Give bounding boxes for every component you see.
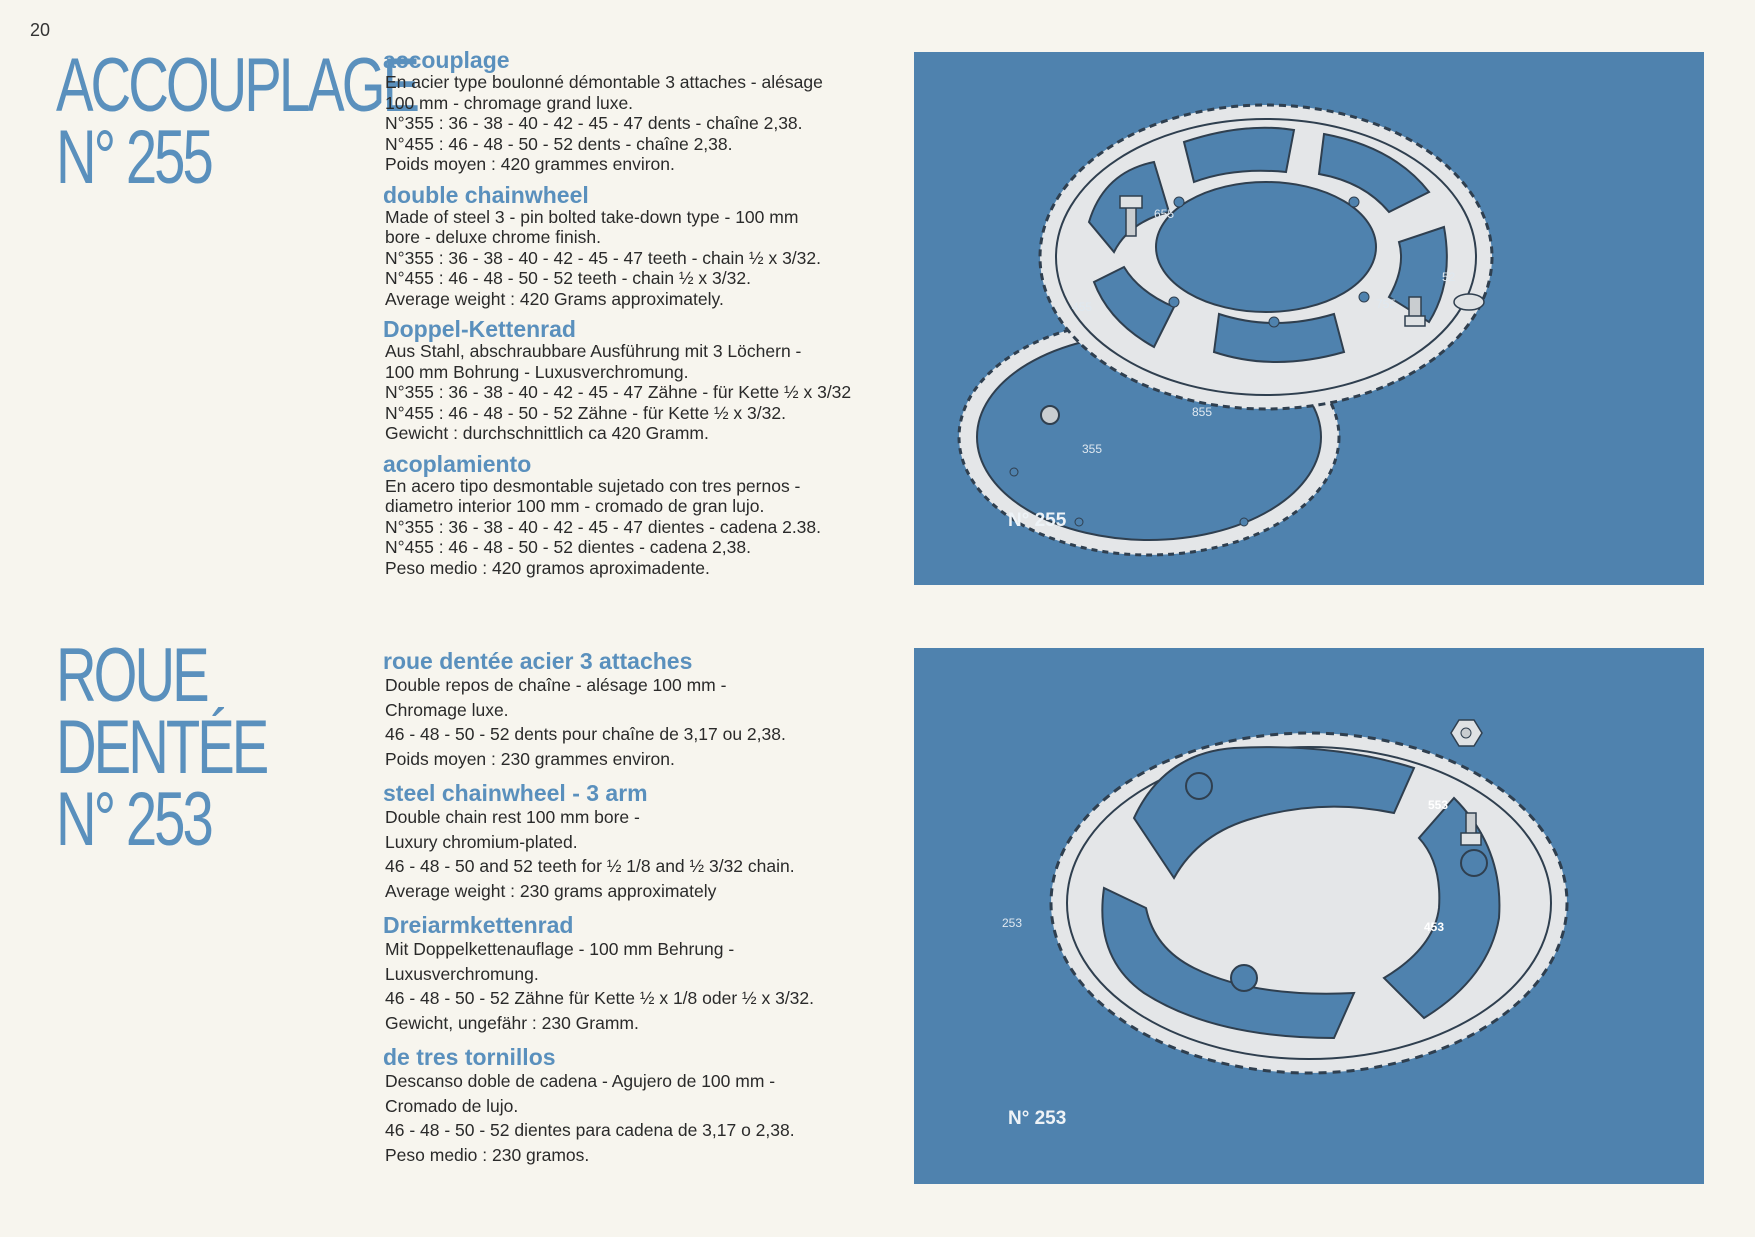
text-line: Luxusverchromung. (385, 963, 539, 984)
section-heading-en: steel chainwheel - 3 arm (383, 780, 648, 806)
text-line: 46 - 48 - 50 - 52 Zähne für Kette ½ x 1/8 oder ½ x 3/32. (385, 988, 815, 1008)
text-line: Chromage luxe. (385, 699, 509, 720)
section-body-es (385, 476, 903, 579)
chainwheel-253-drawing (914, 648, 1704, 1184)
section-heading-de: Dreiarmkettenrad (383, 912, 574, 938)
text-line: N°355 : 36 - 38 - 40 - 42 - 45 - 47 Zähne - für Kette ½ x 3/32 (385, 382, 852, 402)
section-body-fr (385, 72, 903, 175)
part-label-453: 453 (1424, 920, 1445, 934)
product-253-description (383, 645, 903, 1177)
text-line: Aus Stahl, abschraubbare Ausführung mit 3 Löchern - (385, 341, 802, 361)
title-line: ROUE (56, 633, 207, 718)
text-line: N°455 : 46 - 48 - 50 - 52 teeth - chain ½ x 3/32. (385, 268, 751, 288)
text-line: Peso medio : 230 gramos. (385, 1144, 590, 1165)
text-line: Poids moyen : 420 grammes environ. (385, 154, 675, 174)
part-label-52: 52 (1442, 270, 1456, 284)
text-line: bore - deluxe chrome finish. (385, 227, 601, 247)
text-line: 46 - 48 - 50 - 52 dents pour chaîne de 3,17 ou 2,38. (385, 724, 786, 744)
part-label-253: 253 (1002, 916, 1023, 930)
text-line: Average weight : 230 grams approximately (385, 880, 717, 901)
section-heading-en: double chainwheel (383, 181, 589, 208)
section-heading-fr: accouplage (383, 47, 510, 73)
text-line: N°455 : 46 - 48 - 50 - 52 dents - chaîne 2,38. (385, 133, 733, 154)
section-heading-fr: roue dentée acier 3 attaches (383, 648, 693, 674)
part-label-455: 455 (1072, 300, 1093, 314)
section-heading-es: de tres tornillos (383, 1044, 556, 1070)
text-line: Descanso doble de cadena - Agujero de 100 mm - (385, 1071, 776, 1091)
text-line: Poids moyen : 230 grammes environ. (385, 748, 675, 769)
text-line: N°355 : 36 - 38 - 40 - 42 - 45 - 47 teeth - chain ½ x 3/32. (385, 247, 821, 268)
product-255-illustration (914, 52, 1704, 585)
part-label-655: 655 (1154, 207, 1175, 221)
section-heading-de: Doppel-Kettenrad (383, 316, 576, 342)
product-title-253 (56, 633, 267, 862)
text-line: Double chain rest 100 mm bore - (385, 807, 640, 827)
part-label-553: 553 (1428, 798, 1449, 812)
title-line: ACCOUPLAGE (56, 43, 418, 128)
section-body-de (385, 937, 903, 1035)
text-line: Gewicht, ungefähr : 230 Gramm. (385, 1012, 639, 1033)
product-255-description (383, 48, 903, 586)
text-line: En acero tipo desmontable sujetado con tres pernos - (385, 475, 801, 496)
text-line: Cromado de lujo. (385, 1095, 519, 1116)
text-line: Double repos de chaîne - alésage 100 mm - (385, 675, 727, 695)
text-line: Made of steel 3 - pin bolted take-down type - 100 mm (385, 206, 799, 227)
chainring-253 (1051, 720, 1567, 1073)
title-line: N° 253 (56, 777, 211, 862)
text-line: N°355 : 36 - 38 - 40 - 42 - 45 - 47 dents - chaîne 2,38. (385, 113, 803, 133)
text-line: Average weight : 420 Grams approximately. (385, 288, 724, 309)
title-line: N° 255 (56, 115, 211, 200)
text-line: N°355 : 36 - 38 - 40 - 42 - 45 - 47 dientes - cadena 2.38. (385, 516, 822, 537)
image-caption: N° 255 (1008, 510, 1067, 531)
product-253-illustration (914, 648, 1704, 1184)
image-caption: N° 253 (1008, 1108, 1067, 1129)
page-number: 20 (30, 20, 51, 40)
title-line: DENTÉE (56, 705, 267, 790)
section-body-en (385, 805, 903, 903)
text-line: Luxury chromium-plated. (385, 831, 578, 852)
section-heading-es: acoplamiento (383, 450, 532, 477)
large-chainring-455 (1040, 105, 1492, 409)
text-line: N°455 : 46 - 48 - 50 - 52 Zähne - für Kette ½ x 3/32. (385, 402, 786, 423)
text-line: diametro interior 100 mm - cromado de gran lujo. (385, 496, 765, 516)
section-body-fr (385, 673, 903, 771)
part-label-355: 355 (1082, 442, 1103, 456)
text-line: 46 - 48 - 50 - 52 dientes para cadena de 3,17 o 2,38. (385, 1120, 795, 1140)
part-label-755: 755 (1376, 297, 1397, 311)
text-line: 100 mm - chromage grand luxe. (385, 92, 634, 113)
text-line: Peso medio : 420 gramos aproximadente. (385, 557, 710, 578)
text-line: N°455 : 46 - 48 - 50 - 52 dientes - cadena 2,38. (385, 537, 751, 557)
section-body-es (385, 1069, 903, 1167)
section-body-en (385, 207, 903, 310)
text-line: Gewicht : durchschnittlich ca 420 Gramm. (385, 423, 709, 443)
chainwheel-255-drawing (914, 52, 1704, 585)
part-label-855: 855 (1192, 405, 1213, 419)
text-line: 100 mm Bohrung - Luxusverchromung. (385, 361, 689, 382)
text-line: Mit Doppelkettenauflage - 100 mm Behrung - (385, 939, 735, 959)
product-title-255 (56, 43, 418, 200)
section-body-de (385, 341, 903, 444)
text-line: En acier type boulonné démontable 3 attaches - alésage (385, 72, 823, 92)
text-line: 46 - 48 - 50 and 52 teeth for ½ 1/8 and ½ 3/32 chain. (385, 856, 795, 876)
